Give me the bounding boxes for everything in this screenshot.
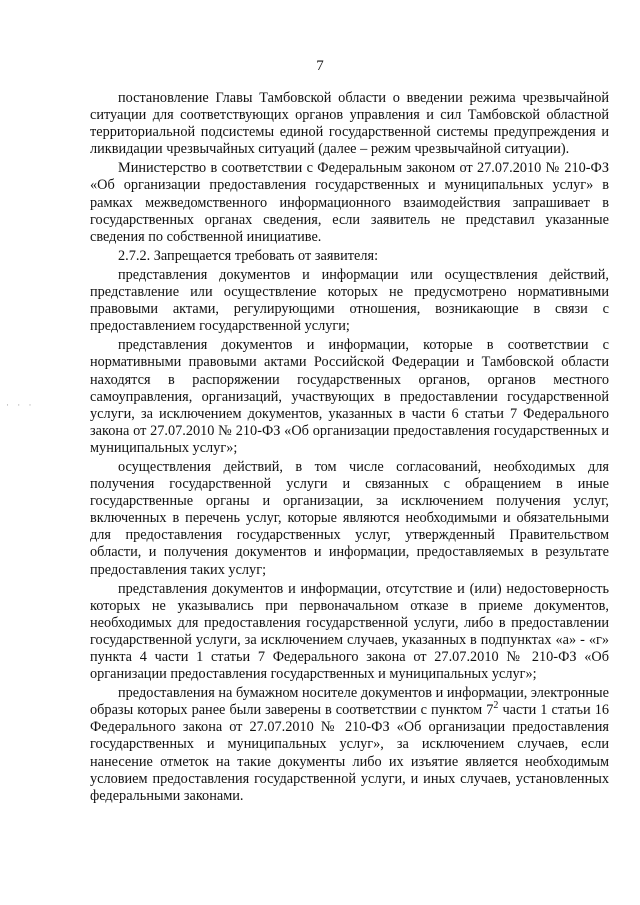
paragraph-prohibition-5: [90, 685, 609, 805]
paragraph-prohibition-1: представления документов и информации или осуществления действий, представление или осуществление которых не предусмотрено нормативными правовыми актами, регулирующими отношения, возникающие в связи с предоставлением государственной услуги;: [90, 266, 609, 335]
paragraph-prohibition-4: представления документов и информации, отсутствие и (или) недостоверность которых не указывались при первоначальном отказе в приеме документов, необходимых для предоставления государственной услуги, либо в предоставлении государственной услуги, за исключением случаев, указанных в подпунктах «а» - «г» пункта 4 части 1 статьи 7 Федерального закона от 27.07.2010 № 210-ФЗ «Об организации предоставления государственных и муниципальных услуг»;: [90, 580, 609, 683]
paragraph-prohibition-3: осуществления действий, в том числе согласований, необходимых для получения государственной услуги и связанных с обращением в иные государственные органы и организации, за исключением получения услуг, включенных в перечень услуг, которые являются необходимыми и обязательными для предоставления государственных услуг, утвержденный Правительством области, и получения документов и информации, предоставляемых в результате предоставления таких услуг;: [90, 458, 609, 578]
paragraph-prohibition-2: представления документов и информации, которые в соответствии с нормативными правовыми актами Российской Федерации и Тамбовской области находятся в распоряжении государственных органов, органов местного самоуправления, организаций, участвующих в предоставлении государственной услуги, за исключением документов, указанных в части 6 статьи 7 Федерального закона от 27.07.2010 № 210-ФЗ «Об организации предоставления государственных и муниципальных услуг»;: [90, 337, 609, 456]
page-number: 7: [316, 58, 324, 74]
paragraph-prohibition-5-end: части 1 статьи 16 Федерального закона от 27.07.2010 № 210-ФЗ «Об организации предоставления государственных и муниципальных услуг», за исключением случаев, если нанесение отметок на такие документы либо их изъятие является необходимым условием предоставления государственной услуги, и иных случаев, установленных федеральными законами.: [90, 702, 610, 804]
paragraph-emergency-regime: постановление Главы Тамбовской области о введении режима чрезвычайной ситуации для соответствующих органов управления и сил Тамбовской областной территориальной подсистемы единой государственной системы предупреждения и ликвидации чрезвычайных ситуаций (далее – режим чрезвычайной ситуации).: [90, 90, 609, 158]
paragraph-prohibition-5-start: предоставления на бумажном носителе документов и информации, электронные образы которых ранее были заверены в соответствии с пунктом 7: [90, 685, 609, 719]
document-body: [90, 90, 609, 807]
superscript-two: 2: [493, 700, 499, 712]
paragraph-section-2-7-2: 2.7.2. Запрещается требовать от заявителя:: [118, 247, 379, 264]
margin-marks: · · ·: [6, 400, 35, 410]
paragraph-ministry-request: Министерство в соответствии с Федеральным законом от 27.07.2010 № 210-ФЗ «Об организации предоставления государственных и муниципальных услуг» в рамках межведомственного информационного взаимодействия запрашивает в государственных органах сведения, если заявитель не представил указанные сведения по собственной инициативе.: [90, 160, 609, 245]
